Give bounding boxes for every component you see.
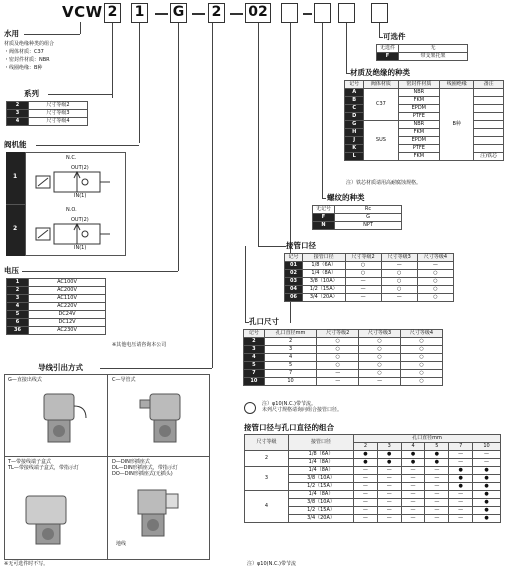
fluid-title: 水用 (4, 29, 19, 38)
combo-cell: — (354, 491, 378, 499)
material-seal: NBR (398, 121, 440, 129)
combo-cell: — (401, 507, 425, 515)
leader-fluid (80, 22, 81, 34)
option-title: 可选件 (383, 32, 406, 41)
leader-series (112, 23, 113, 98)
combo-size-7: 7 (449, 443, 473, 451)
combo-size-5: 5 (425, 443, 449, 451)
material-remark (474, 137, 504, 145)
material-table (344, 80, 504, 161)
port-code: 03 (285, 278, 303, 286)
material-remark (474, 129, 504, 137)
orifice-h: 尺寸等级2 (317, 330, 359, 338)
combo-port: 1/4（8A） (289, 459, 354, 467)
option-row-1-desc: 无 (399, 45, 468, 53)
combo-port: 1/4（8A） (289, 491, 354, 499)
voltage-value: AC100V (29, 279, 106, 287)
lead-vdiv (107, 374, 108, 560)
port-cell: ○ (345, 270, 381, 278)
combo-cell: — (377, 491, 401, 499)
combo-row (245, 451, 501, 459)
series-line (48, 94, 112, 95)
valve-symbol-nc-icon (30, 165, 120, 198)
combo-cell: — (377, 515, 401, 523)
orifice-cell: — (359, 378, 401, 386)
port-cell: — (345, 278, 381, 286)
combo-cell: ● (449, 483, 473, 491)
combo-size-4: 4 (401, 443, 425, 451)
material-body-sus: SUS (364, 121, 398, 161)
combo-port: 1/4（8A） (289, 467, 354, 475)
combo-cell: — (449, 507, 473, 515)
lead-hdiv (4, 456, 210, 457)
combo-size-2: 2 (354, 443, 378, 451)
valve-code-2: 2 (13, 225, 18, 232)
material-seal: NBR (398, 89, 440, 97)
port-h: 尺寸等级3 (381, 254, 417, 262)
port-h: 接管口径 (302, 254, 345, 262)
combo-cell: ● (473, 507, 501, 515)
port-cell: ○ (345, 262, 381, 270)
port-size: 3/8（10A） (302, 278, 345, 286)
combo-table (244, 434, 501, 523)
valve-label-1: N.C. (66, 155, 77, 161)
combo-cell: — (425, 499, 449, 507)
combo-grade: 2 (245, 451, 289, 467)
port-cell: ○ (417, 270, 453, 278)
code-box-series: 2 (104, 3, 121, 23)
combo-row (245, 467, 501, 475)
combo-cell: ● (401, 451, 425, 459)
valve-in-2: IN(1) (74, 245, 87, 251)
thread-code: F (313, 214, 335, 222)
material-seal: PTFE (398, 113, 440, 121)
magnifier-icon (244, 402, 256, 414)
voltage-note: ※其他电压请咨询本公司 (112, 342, 167, 348)
material-coil: B种 (440, 89, 474, 161)
valve-line (36, 145, 139, 146)
orifice-cell: ○ (317, 354, 359, 362)
combo-port: 3/4（20A） (289, 515, 354, 523)
series-desc: 尺寸等级2 (29, 102, 88, 110)
combo-cell: — (425, 507, 449, 515)
combo-cell: — (354, 467, 378, 475)
combo-cell: ● (473, 491, 501, 499)
port-size: 1/4（8A） (302, 270, 345, 278)
orifice-dia: 3 (264, 346, 316, 354)
material-seal: PTFE (398, 145, 440, 153)
combo-size-3: 3 (377, 443, 401, 451)
valve-photo-t (12, 492, 92, 554)
combo-cell: ● (425, 451, 449, 459)
voltage-value: AC230V (29, 327, 106, 335)
voltage-code: 6 (7, 319, 29, 327)
port-h: 尺寸等级4 (417, 254, 453, 262)
valve-in-1: IN(1) (74, 193, 87, 199)
combo-h-grade: 尺寸等级 (245, 435, 289, 451)
valve-out-1: OUT(2) (71, 165, 89, 171)
model-prefix: VCW (62, 3, 103, 21)
material-h-body: 阀体材质 (364, 81, 398, 89)
valve-photo-d (118, 486, 198, 554)
lead-title: 导线引出方式 (38, 363, 83, 372)
combo-h-orifice: 孔口直径mm (354, 435, 501, 443)
combo-port: 3/8（10A） (289, 475, 354, 483)
combo-cell: — (425, 475, 449, 483)
orifice-cell: ○ (317, 346, 359, 354)
leader-voltage (178, 23, 179, 271)
fluid-line-1: ・阀体材质：C37 (4, 49, 44, 55)
valve-label-2: N.O. (66, 207, 77, 213)
leader-option (379, 23, 380, 37)
combo-cell: ● (449, 475, 473, 483)
valve-photo-c (136, 388, 196, 452)
lead-d-label: D—DIN形插座式 DL—DIN形插座式，带指示灯 DO—DIN形插座式(无插头) (112, 459, 178, 477)
port-cell: — (345, 294, 381, 302)
material-code: K (345, 145, 364, 153)
combo-cell: — (449, 499, 473, 507)
material-h-code: 记号 (345, 81, 364, 89)
orifice-code: 4 (244, 354, 265, 362)
port-cell: ○ (417, 286, 453, 294)
port-h: 尺寸等级2 (345, 254, 381, 262)
material-title: 材质及绝缘的种类 (350, 68, 410, 77)
orifice-h: 尺寸等级4 (401, 330, 443, 338)
thread-code: N (313, 222, 335, 230)
fluid-line-3: ・线圈绝缘：B种 (4, 65, 43, 71)
port-cell: — (381, 262, 417, 270)
voltage-code: 4 (7, 303, 29, 311)
combo-port: 1/8（6A） (289, 451, 354, 459)
port-size: 1/2（15A） (302, 286, 345, 294)
option-row-2-desc: 带支架托架 (399, 53, 468, 61)
leader-material (346, 23, 347, 73)
combo-cell: ● (354, 459, 378, 467)
material-remark (474, 105, 504, 113)
series-table (6, 101, 88, 126)
combo-cell: — (354, 499, 378, 507)
valve-title: 阀机能 (4, 140, 27, 149)
series-desc: 尺寸等级4 (29, 118, 88, 126)
voltage-code: 3 (7, 295, 29, 303)
combo-cell: ● (377, 459, 401, 467)
combo-cell: — (354, 507, 378, 515)
fluid-line (24, 34, 80, 35)
port-table (284, 253, 454, 302)
ground-label: 地线 (116, 541, 127, 547)
combo-cell: — (377, 483, 401, 491)
dash-4 (303, 13, 312, 15)
valve-code-1: 1 (13, 173, 18, 180)
combo-cell: — (354, 483, 378, 491)
fluid-line-2: ・密封件材质：NBR (4, 57, 50, 63)
orifice-cell: ○ (401, 370, 443, 378)
voltage-value: AC200V (29, 287, 106, 295)
port-size: 3/4（20A） (302, 294, 345, 302)
combo-cell: — (401, 475, 425, 483)
code-box-thread (314, 3, 331, 23)
code-box-voltage: 2 (208, 3, 225, 23)
port-code: 01 (285, 262, 303, 270)
material-remark (474, 89, 504, 97)
combo-cell: — (473, 451, 501, 459)
material-code: H (345, 129, 364, 137)
material-remark (474, 121, 504, 129)
voltage-code: 36 (7, 327, 29, 335)
orifice-title: 孔口尺寸 (249, 317, 279, 326)
orifice-cell: — (317, 370, 359, 378)
material-seal: EPDM (398, 137, 440, 145)
combo-cell: — (377, 475, 401, 483)
material-seal: FKM (398, 129, 440, 137)
combo-cell: — (425, 491, 449, 499)
port-cell: ○ (417, 278, 453, 286)
combo-cell: ● (473, 499, 501, 507)
combo-cell: ● (473, 475, 501, 483)
combo-cell: — (377, 467, 401, 475)
orifice-cell: ○ (359, 370, 401, 378)
material-code: D (345, 113, 364, 121)
port-code: 06 (285, 294, 303, 302)
orifice-cell: ○ (401, 378, 443, 386)
material-code: J (345, 137, 364, 145)
voltage-value: DC12V (29, 319, 106, 327)
combo-cell: — (354, 475, 378, 483)
orifice-cell: ○ (317, 338, 359, 346)
thread-title: 螺纹的种类 (327, 193, 365, 202)
material-h-remark: 备注 (474, 81, 504, 89)
port-title: 接管口径 (286, 241, 316, 250)
orifice-code: 7 (244, 370, 265, 378)
orifice-dia: 2 (264, 338, 316, 346)
material-h-seal: 密封件材质 (398, 81, 440, 89)
lead-line (100, 368, 212, 369)
footer-note: 注）φ10(N.C.)带节流 (247, 561, 296, 567)
orifice-code: 3 (244, 346, 265, 354)
orifice-cell: ○ (359, 346, 401, 354)
material-note: 注）铁芯材质请用高耐腐蚀规格。 (346, 180, 422, 186)
voltage-table (6, 278, 106, 335)
orifice-dia: 10 (264, 378, 316, 386)
code-box-option (371, 3, 388, 23)
combo-grade: 3 (245, 467, 289, 491)
orifice-code: 10 (244, 378, 265, 386)
thread-value: NPT (335, 222, 402, 230)
combo-cell: — (401, 515, 425, 523)
material-seal: FKM (398, 97, 440, 105)
code-box-lead: G (170, 3, 187, 23)
orifice-cell: ○ (359, 338, 401, 346)
material-code: G (345, 121, 364, 129)
orifice-cell: ○ (359, 362, 401, 370)
orifice-h: 孔口直径mm (264, 330, 316, 338)
material-h-coil: 线圈绝缘 (440, 81, 474, 89)
combo-row (245, 491, 501, 499)
combo-cell: — (449, 451, 473, 459)
material-body-c37: C37 (364, 89, 398, 121)
material-seal: EPDM (398, 105, 440, 113)
voltage-value: AC220V (29, 303, 106, 311)
material-remark: 注)铁芯 (474, 153, 504, 161)
combo-cell: ● (473, 467, 501, 475)
code-box-valve: 1 (131, 3, 148, 23)
material-code: L (345, 153, 364, 161)
material-code: A (345, 89, 364, 97)
series-code: 3 (7, 110, 29, 118)
orifice-note: 注）φ10(N.C.)带节流。 未列尺寸规格请询问组合接管口径。 (262, 401, 343, 413)
thread-value: G (335, 214, 402, 222)
combo-cell: — (449, 459, 473, 467)
combo-cell: — (377, 507, 401, 515)
orifice-cell: ○ (401, 338, 443, 346)
port-cell: — (381, 294, 417, 302)
leader-thread (322, 23, 323, 198)
combo-cell: — (401, 483, 425, 491)
valve-out-2: OUT(2) (71, 217, 89, 223)
combo-port: 3/8（10A） (289, 499, 354, 507)
combo-port: 1/2（15A） (289, 483, 354, 491)
voltage-value: DC24V (29, 311, 106, 319)
material-code: B (345, 97, 364, 105)
combo-port: 1/2（15A） (289, 507, 354, 515)
port-code: 04 (285, 286, 303, 294)
option-row-1-code: 无选件 (377, 45, 399, 53)
dash-2 (192, 13, 205, 15)
orifice-h: 尺寸等级3 (359, 330, 401, 338)
orifice-code: 5 (244, 362, 265, 370)
lead-c-label: C—导管式 (112, 377, 136, 383)
combo-cell: ● (449, 467, 473, 475)
valve-photo-g (30, 388, 90, 452)
combo-cell: — (449, 491, 473, 499)
material-remark (474, 145, 504, 153)
orifice-cell: ○ (401, 346, 443, 354)
code-box-material (338, 3, 355, 23)
combo-cell: ● (354, 451, 378, 459)
thread-hook (322, 198, 326, 199)
lead-note: ※无可选件时不写。 (4, 561, 49, 567)
orifice-cell: ○ (401, 362, 443, 370)
voltage-code: 1 (7, 279, 29, 287)
thread-code: 无记号 (313, 206, 335, 214)
orifice-dia: 7 (264, 370, 316, 378)
leader-lead (212, 23, 213, 368)
combo-cell: — (401, 467, 425, 475)
series-code: 4 (7, 118, 29, 126)
series-code: 2 (7, 102, 29, 110)
combo-h-port: 接管口径 (289, 435, 354, 451)
orifice-cell: ○ (317, 362, 359, 370)
combo-cell: ● (473, 483, 501, 491)
orifice-cell: ○ (401, 354, 443, 362)
series-desc: 尺寸等级3 (29, 110, 88, 118)
orifice-code: 2 (244, 338, 265, 346)
combo-cell: — (401, 491, 425, 499)
combo-cell: — (377, 499, 401, 507)
combo-cell: ● (473, 515, 501, 523)
combo-cell: — (425, 483, 449, 491)
voltage-code: 5 (7, 311, 29, 319)
port-code: 02 (285, 270, 303, 278)
combo-cell: — (425, 515, 449, 523)
dash-3 (230, 13, 243, 15)
combo-cell: — (449, 515, 473, 523)
leader-orifice (245, 246, 246, 322)
voltage-value: AC110V (29, 295, 106, 303)
port-size: 1/8（6A） (302, 262, 345, 270)
combo-cell: — (354, 515, 378, 523)
fluid-line-0: 材质及绝缘种类的组合 (4, 41, 55, 47)
lead-g-label: G—直接出线式 (8, 377, 42, 383)
voltage-line (22, 271, 178, 272)
combo-size-10: 10 (473, 443, 501, 451)
voltage-title: 电压 (4, 266, 19, 275)
port-cell: ○ (381, 286, 417, 294)
material-seal: FKM (398, 153, 440, 161)
combo-grade: 4 (245, 491, 289, 523)
dash-1 (155, 13, 168, 15)
combo-cell: ● (401, 459, 425, 467)
series-title: 系列 (24, 89, 39, 98)
lead-t-label: T—带接线端子盒式 TL—带接线端子盒式，带指示灯 (8, 459, 79, 471)
port-cell: ○ (381, 278, 417, 286)
combo-cell: — (473, 459, 501, 467)
combo-title: 接管口径与孔口直径的组合 (244, 423, 334, 432)
option-row-2-code: F (377, 53, 399, 61)
code-box-orifice (281, 3, 298, 23)
valve-symbol-no-icon (30, 217, 120, 250)
thread-table (312, 205, 402, 230)
port-cell: — (345, 286, 381, 294)
combo-cell: — (401, 499, 425, 507)
orifice-dia: 4 (264, 354, 316, 362)
orifice-table (243, 329, 443, 386)
port-cell: — (417, 262, 453, 270)
port-hook (258, 246, 286, 247)
port-cell: ○ (381, 270, 417, 278)
port-h: 记号 (285, 254, 303, 262)
orifice-cell: — (317, 378, 359, 386)
material-remark (474, 113, 504, 121)
leader-port (258, 23, 259, 246)
combo-cell: — (425, 467, 449, 475)
port-cell: ○ (417, 294, 453, 302)
combo-cell: ● (377, 451, 401, 459)
voltage-code: 2 (7, 287, 29, 295)
thread-value: Rc (335, 206, 402, 214)
material-remark (474, 97, 504, 105)
orifice-cell: ○ (359, 354, 401, 362)
leader-valve (139, 23, 140, 143)
material-code: C (345, 105, 364, 113)
code-box-port: 02 (245, 3, 271, 23)
combo-cell: ● (425, 459, 449, 467)
orifice-dia: 5 (264, 362, 316, 370)
option-table (376, 44, 468, 61)
orifice-h: 记号 (244, 330, 265, 338)
